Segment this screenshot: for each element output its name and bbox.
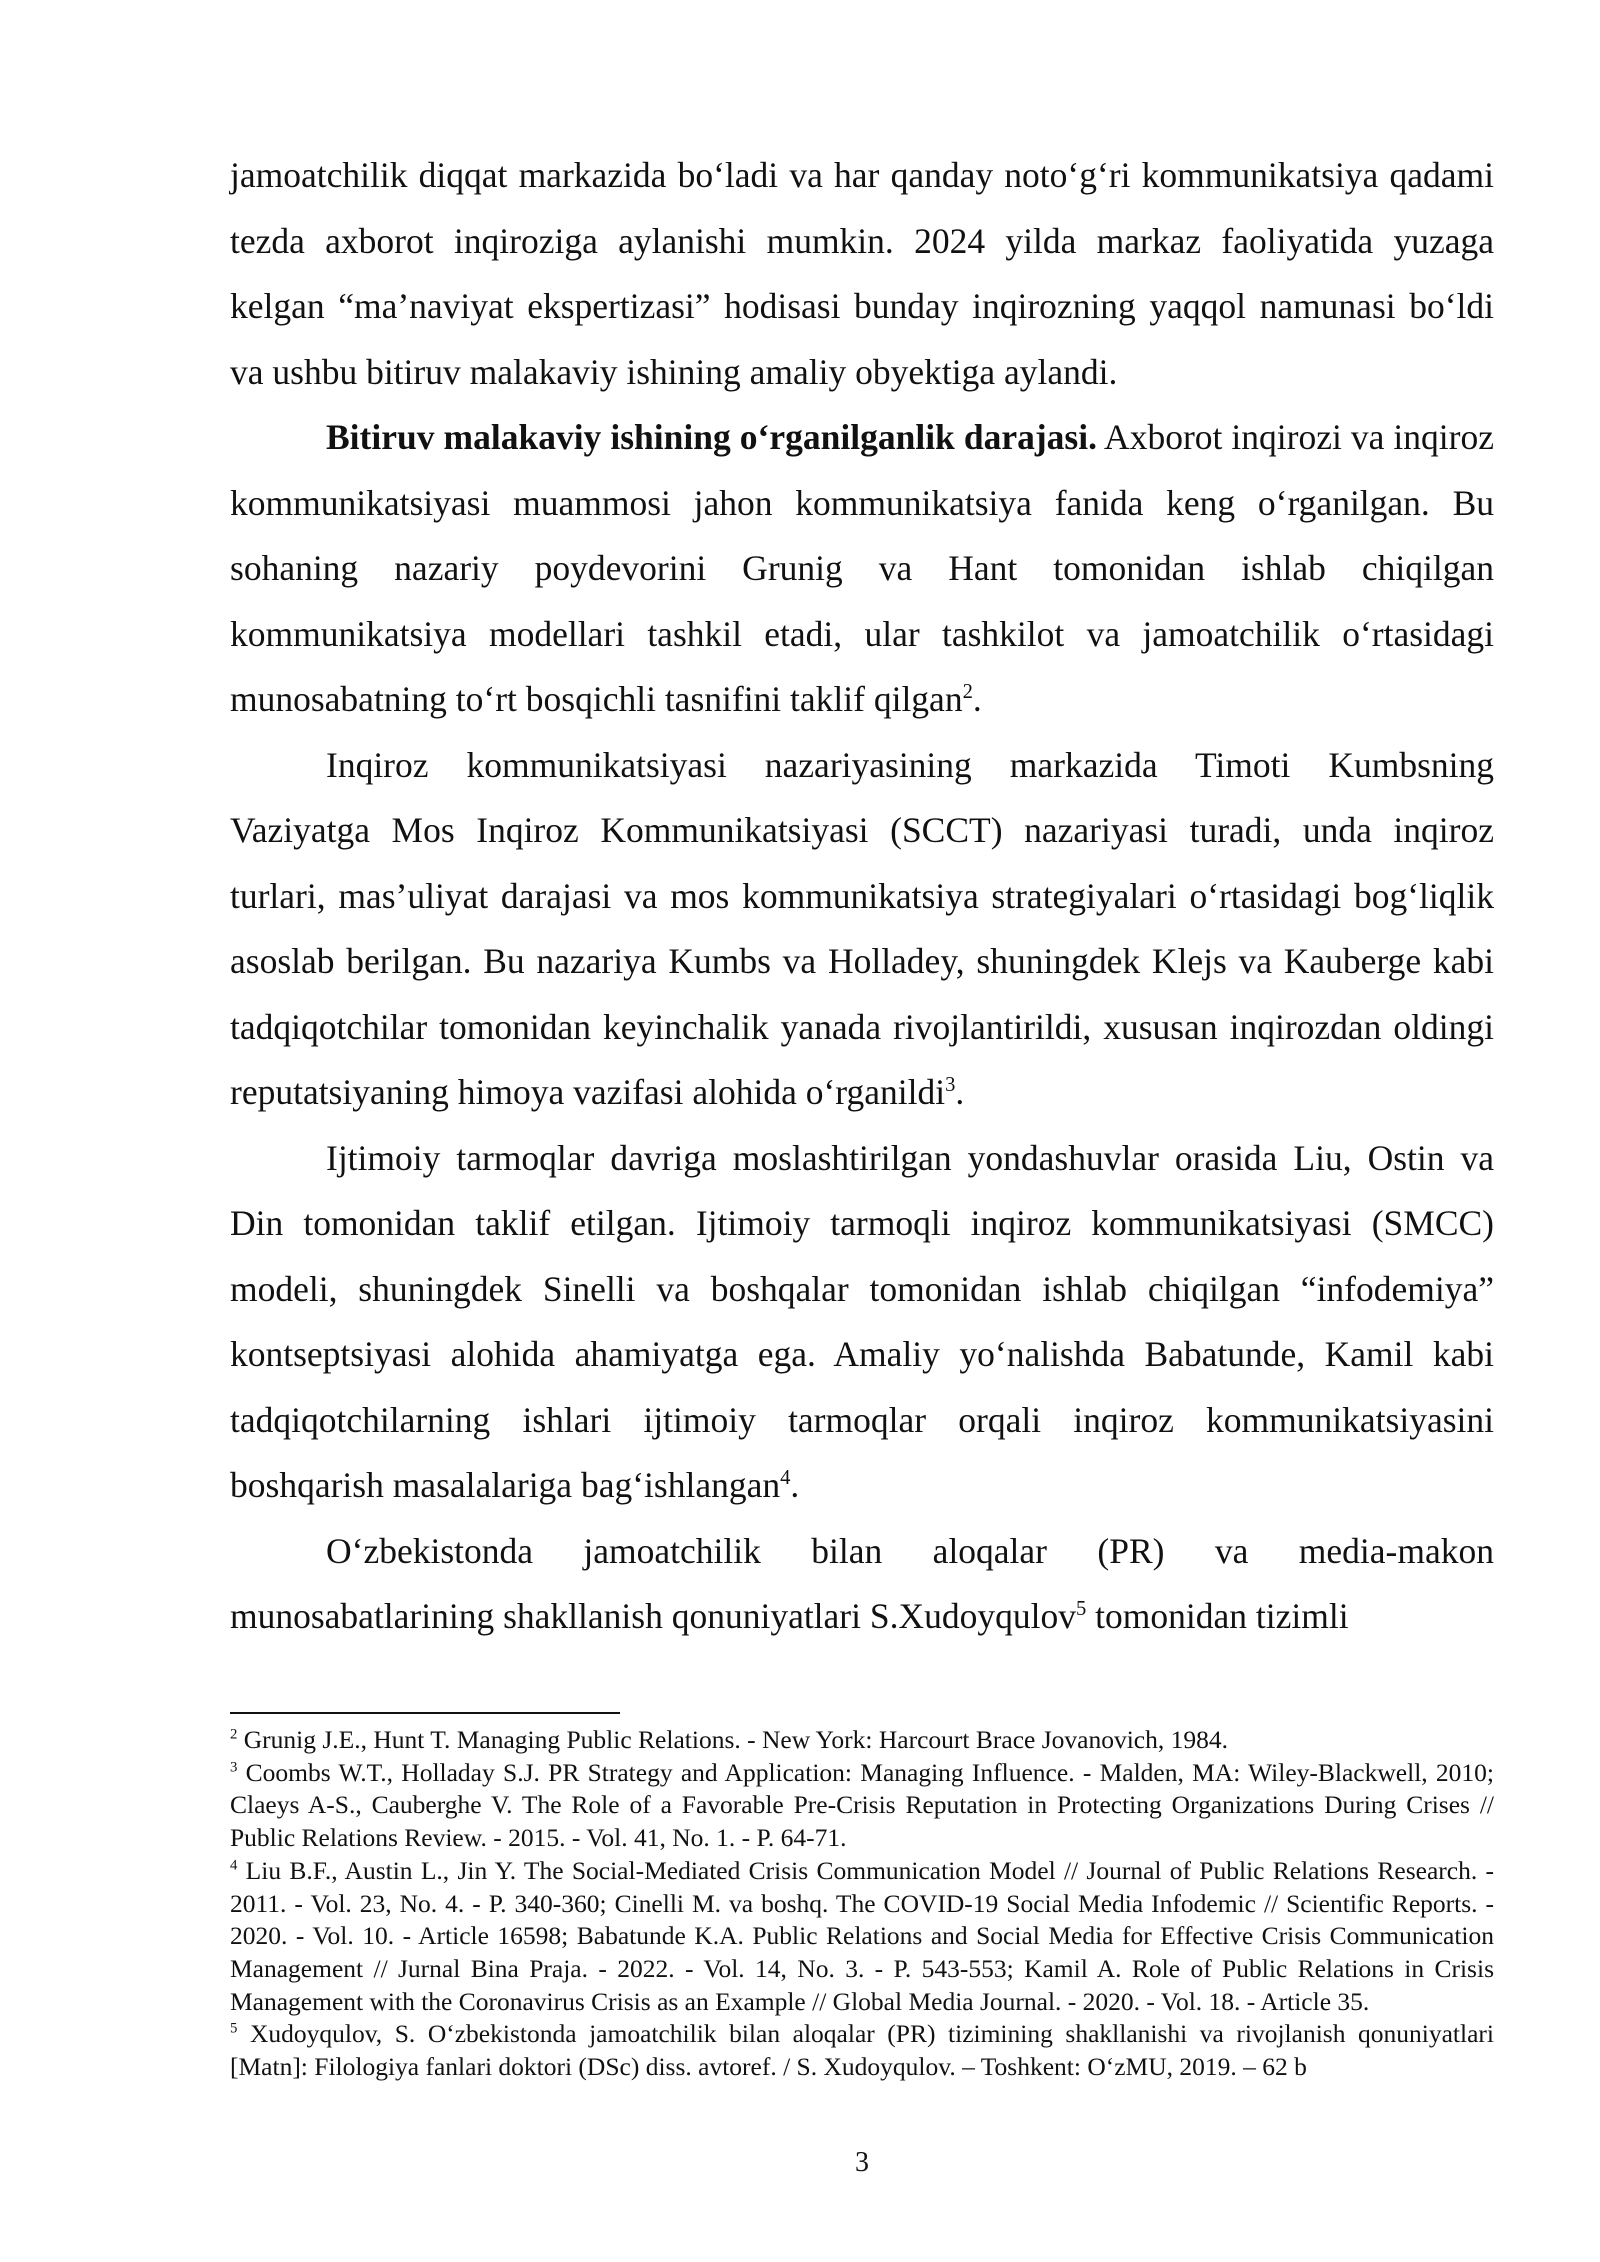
- footnote-text: Liu B.F., Austin L., Jin Y. The Social-Mediated Crisis Communication Model // Journal of Public Relations Research. - 2011. - Vol. 23, No. 4. - P. 340-360; Cinelli M. va boshq. The COVID-19 Social Media Infodemic // Scientific Reports. - 2020. - Vol. 10. - Article 16598; Babatunde K.A. Public Relations and Social Media for Effective Crisis Communication Management // Jurnal Bina Praja. - 2022. - Vol. 14, No. 3. - P. 543-553; Kamil A. Role of Public Relations in Crisis Management with the Coronavirus Crisis as an Example // Global Media Journal. - 2020. - Vol. 18. - Article 35.: [230, 1855, 1494, 2016]
- footnote-separator: [230, 1712, 620, 1714]
- footnote-text: Xudoyqulov, S. O‘zbekistonda jamoatchilik bilan aloqalar (PR) tizimining shakllanishi va rivojlanish qonuniyatlari [Matn]: Filologiya fanlari doktori (DSc) diss. avtoref. / S. Xudoyqulov. – Toshkent: O‘zMU, 2019. – 62 b: [230, 2019, 1494, 2082]
- footnote-ref[interactable]: 4: [780, 1467, 791, 1490]
- paragraph-intro-continuation: [230, 143, 1494, 405]
- footnote: [230, 2018, 1494, 2083]
- paragraph-text: Ijtimoiy tarmoqlar davriga moslashtirilgan yondashuvlar orasida Liu, Ostin va Din tomonidan taklif etilgan. Ijtimoiy tarmoqli inqiroz kommunikatsiyasi (SMCC) modeli, shuningdek Sinelli va boshqalar tomonidan ishlab chiqilgan “infodemiya” kontseptsiyasi alohida ahamiyatga ega. Amaliy yo‘nalishda Babatunde, Kamil kabi tadqiqotchilarning ishlari ijtimoiy tarmoqlar orqali inqiroz kommunikatsiyasini boshqarish masalalariga bag‘ishlangan: [230, 1137, 1494, 1505]
- footnote-ref[interactable]: 2: [962, 681, 973, 704]
- paragraph-text: O‘zbekistonda jamoatchilik bilan aloqalar (PR) va media-makon munosabatlarining shakllanish qonuniyatlari S.Xudoyqulov: [230, 1530, 1494, 1636]
- footnote-number: 3: [230, 1759, 238, 1776]
- footnote-number: 5: [230, 2020, 238, 2037]
- body-text: [230, 143, 1494, 1650]
- footnote-ref[interactable]: 3: [945, 1074, 956, 1097]
- footnote: [230, 1757, 1494, 1855]
- footnote-text: Coombs W.T., Holladay S.J. PR Strategy and Application: Managing Influence. - Malden, MA: Wiley-Blackwell, 2010; Claeys A-S., Cauberghe V. The Role of a Favorable Pre-Crisis Reputation in Protecting Organizations During Crises // Public Relations Review. - 2015. - Vol. 41, No. 1. - P. 64-71.: [230, 1757, 1494, 1853]
- footnote-number: 4: [230, 1857, 238, 1874]
- page-number: 3: [855, 2147, 869, 2178]
- paragraph-uzbekistan: [230, 1519, 1494, 1650]
- paragraph-end: .: [790, 1465, 800, 1505]
- paragraph-text: Inqiroz kommunikatsiyasi nazariyasining markazida Timoti Kumbsning Vaziyatga Mos Inqiroz Kommunikatsiyasi (SCCT) nazariyasi turadi, unda inqiroz turlari, mas’uliyat darajasi va mos kommunikatsiya strategiyalari o‘rtasidagi bog‘liqlik asoslab berilgan. Bu nazariya Kumbs va Holladey, shuningdek Klejs va Kauberge kabi tadqiqotchilar tomonidan keyinchalik yanada rivojlantirildi, xususan inqirozdan oldingi reputatsiyaning himoya vazifasi alohida o‘rganildi: [230, 744, 1494, 1112]
- paragraph-end: .: [955, 1072, 965, 1112]
- paragraph-social-media: [230, 1126, 1494, 1519]
- paragraph-study-level: [230, 405, 1494, 733]
- paragraph-scct: [230, 733, 1494, 1126]
- footnote-ref[interactable]: 5: [1076, 1598, 1087, 1621]
- paragraph-text: jamoatchilik diqqat markazida bo‘ladi va har qanday noto‘g‘ri kommunikatsiya qadami tezda axborot inqiroziga aylanishi mumkin. 2024 yilda markaz faoliyatida yuzaga kelgan “ma’naviyat ekspertizasi” hodisasi bunday inqirozning yaqqol namunasi bo‘ldi va ushbu bitiruv malakaviy ishining amaliy obyektiga aylandi.: [230, 155, 1494, 392]
- paragraph-end: .: [972, 679, 982, 719]
- paragraph-text: Axborot inqirozi va inqiroz kommunikatsiyasi muammosi jahon kommunikatsiya fanida keng o‘rganilgan. Bu sohaning nazariy poydevorini Grunig va Hant tomonidan ishlab chiqilgan kommunikatsiya modellari tashkil etadi, ular tashkilot va jamoatchilik o‘rtasidagi munosabatning to‘rt bosqichli tasnifini taklif qilgan: [230, 417, 1494, 719]
- footnote-text: Grunig J.E., Hunt T. Managing Public Relations. - New York: Harcourt Brace Jovanovich, 1984.: [237, 1725, 1228, 1754]
- footnote: [230, 1724, 1494, 1757]
- footnote: [230, 1855, 1494, 2019]
- paragraph-end: tomonidan tizimli: [1086, 1596, 1349, 1636]
- footnotes: [230, 1724, 1494, 2084]
- footnote-number: 2: [230, 1726, 238, 1743]
- section-heading: Bitiruv malakaviy ishining o‘rganilganlik darajasi.: [326, 417, 1097, 457]
